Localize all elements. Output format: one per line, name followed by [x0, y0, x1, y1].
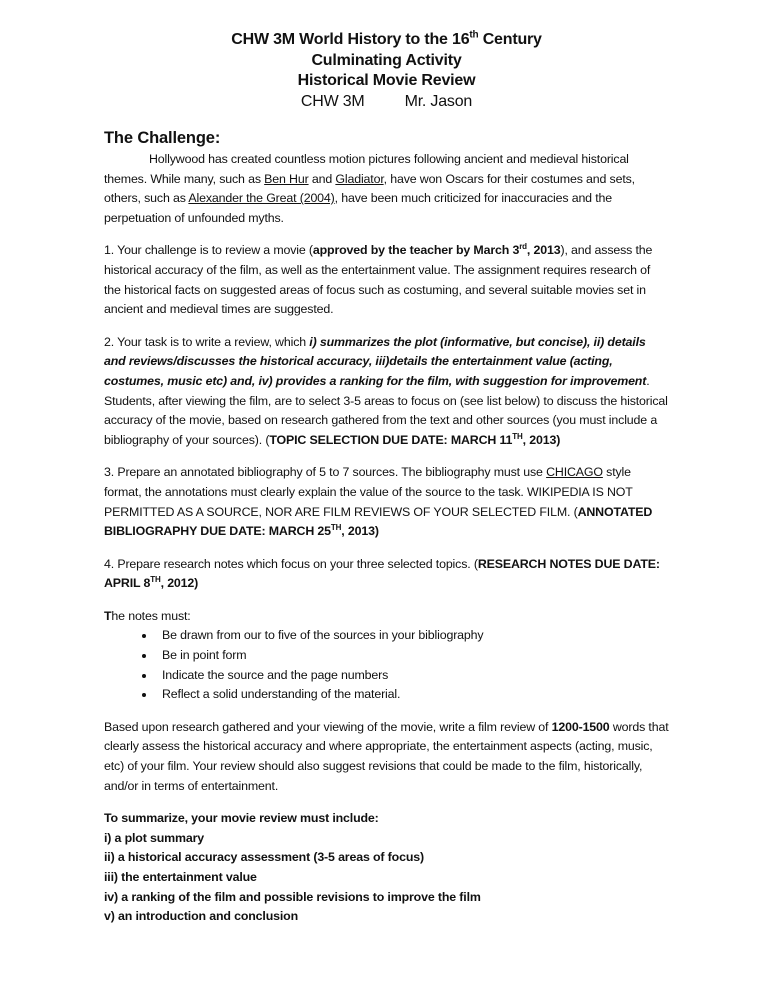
text: . Students, after viewing the film, are to select 3-5 areas to focus on (see list below) to discuss the historical accuracy of the movie, based on research gathered from the text and other sources (you must include a bibliography of your sources). ( [104, 373, 668, 447]
text: words that clearly assess the historical accuracy and where appropriate, the entertainment aspects (acting, music, etc) of your film. Your review should also suggest revisions that could be made to the film, historically, and/or in terms of entertainment. [104, 719, 669, 793]
challenge-heading: The Challenge: [104, 129, 221, 147]
list-item: • Indicate the source and the page numbers [156, 666, 669, 686]
text: and [308, 171, 336, 186]
document-page [104, 30, 669, 927]
sup: rd [519, 242, 527, 252]
text: , have won Oscars for their costumes and sets, others, such as [104, 171, 635, 206]
summary-item: iv) a ranking of the film and possible revisions to improve the film [104, 889, 481, 904]
course-code: CHW 3M [300, 92, 365, 110]
notes-intro [104, 607, 669, 627]
deadline: ANNOTATED BIBLIOGRAPHY DUE DATE: MARCH 25 [104, 504, 653, 539]
review-requirements: i) summarizes the plot (informative, but concise), ii) details and reviews/discusses the historical accuracy, iii)details the entertainment value (acting, costumes, music etc) and, iv) provides a ranking for the film, with suggestion for improvement [104, 334, 647, 388]
intro-paragraph [104, 150, 669, 228]
title-sup: th [469, 29, 479, 41]
sup: TH [512, 431, 523, 441]
summary-heading: To summarize, your movie review must include: [104, 811, 379, 826]
course-teacher-line [104, 92, 669, 113]
text: he notes must: [111, 608, 191, 623]
title-text-end: Century [478, 31, 542, 48]
text: 1. Your challenge is to review a movie ( [104, 243, 313, 258]
text: 3. Prepare an annotated bibliography of 5 to 7 sources. The bibliography must use [104, 465, 547, 480]
notes-list [104, 626, 669, 704]
list-item: • Be drawn from our to five of the sources in your bibliography [156, 626, 669, 646]
paragraph-3 [104, 463, 669, 541]
text: 2. Your task is to write a review, which [104, 334, 310, 349]
deadline: RESEARCH NOTES DUE DATE: APRIL 8 [104, 556, 660, 591]
deadline: approved by the teacher by March 3 [312, 243, 520, 258]
paragraph-5 [104, 718, 669, 796]
summary-item: i) a plot summary [104, 830, 205, 845]
assignment-title: Historical Movie Review [297, 72, 476, 89]
sup: TH [330, 522, 342, 532]
summary-block [104, 809, 669, 927]
word-count: 1200-1500 [551, 719, 610, 734]
text: ), and assess the historical accuracy of the film, as well as the entertainment value. The assignment requires research of the historical facts on suggested areas of focus such as costuming, and several suitable movies set in ancient and medieval times are suggested. [104, 243, 653, 317]
text: Based upon research gathered and your viewing of the movie, write a film review of [104, 719, 552, 734]
course-title [104, 30, 669, 51]
deadline-year: , 2013) [341, 524, 379, 539]
summary-item: iii) the entertainment value [104, 870, 257, 884]
activity-title: Culminating Activity [311, 51, 462, 69]
list-item: • Be in point form [156, 646, 669, 666]
paragraph-1 [104, 241, 669, 319]
text: style format, the annotations must clearly explain the value of the source to the task. WIKIPEDIA IS NOT PERMITTED AS A SOURCE, NOR ARE FILM REVIEWS OF YOUR SELECTED FILM. ( [104, 465, 633, 519]
film-gladiator: Gladiator [335, 171, 384, 186]
title-text: CHW 3M World History to the 16 [231, 31, 470, 48]
film-ben-hur: Ben Hur [264, 171, 309, 186]
text: , have been much criticized for inaccuracies and the perpetuation of unfounded myths. [104, 191, 612, 225]
text: Hollywood has created countless motion pictures following ancient and medieval historical themes. While many, such as [104, 152, 629, 186]
summary-item: v) an introduction and conclusion [104, 909, 298, 924]
film-alexander: Alexander the Great (2004) [188, 191, 335, 206]
deadline-year: , 2013 [526, 243, 561, 258]
list-item: • Reflect a solid understanding of the material. [156, 685, 669, 705]
paragraph-2 [104, 333, 669, 451]
chicago-style: CHICAGO [546, 465, 603, 480]
sup: TH [150, 575, 161, 585]
paragraph-4 [104, 555, 669, 594]
deadline: TOPIC SELECTION DUE DATE: MARCH 11 [269, 432, 513, 447]
text: 4. Prepare research notes which focus on your three selected topics. ( [104, 556, 478, 571]
teacher-name: Mr. Jason [404, 92, 473, 110]
deadline-year: , 2012) [160, 576, 199, 591]
summary-item: ii) a historical accuracy assessment (3-5 areas of focus) [104, 850, 424, 865]
deadline-year: , 2013) [522, 432, 561, 447]
text: T [104, 608, 112, 623]
